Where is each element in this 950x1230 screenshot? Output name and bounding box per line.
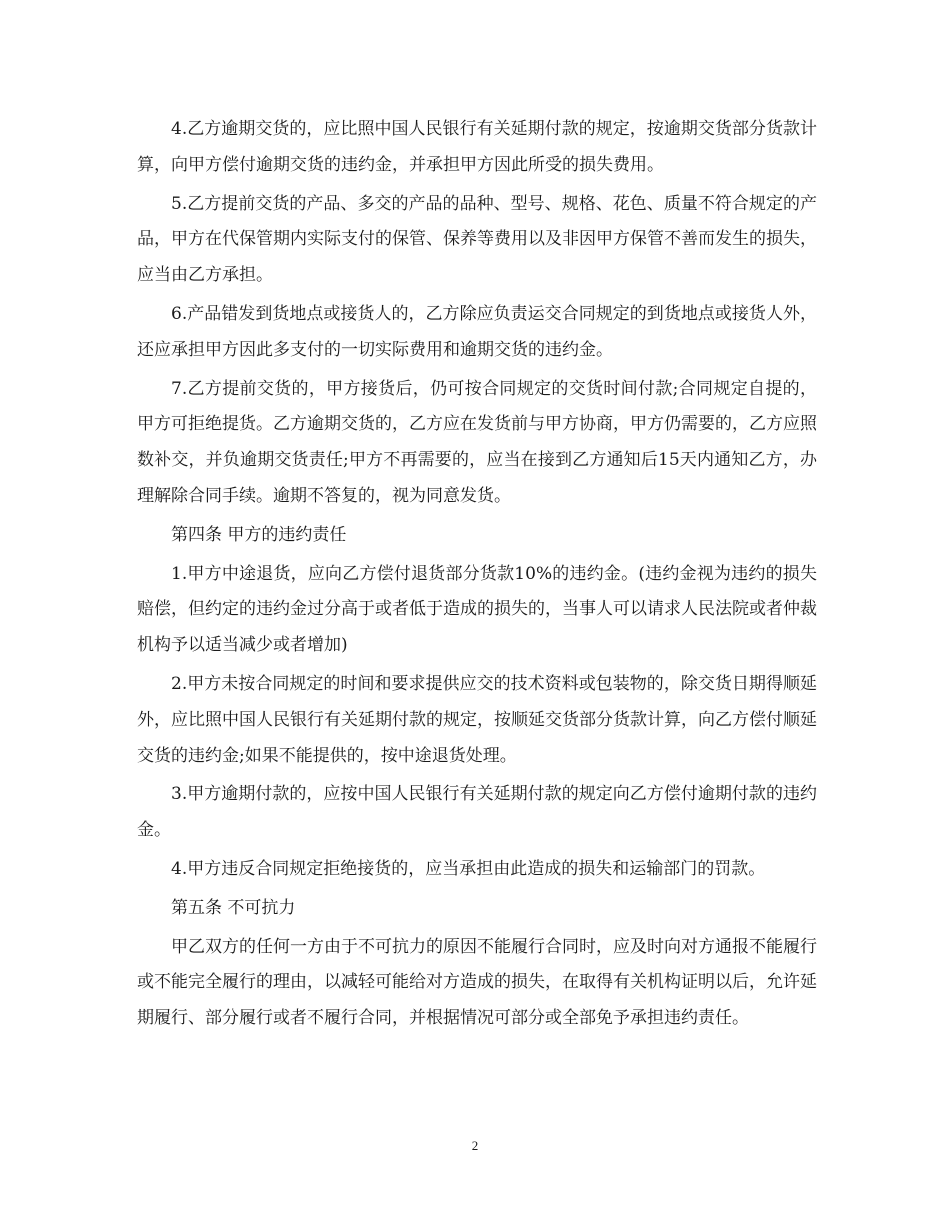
clause-paragraph: 2.甲方未按合同规定的时间和要求提供应交的技术资料或包装物的，除交货日期得顺延外，应比照中国人民银行有关延期付款的规定，按顺延交货部分货款计算，向乙方偿付顺延交货的违约金;如果不能提供的，按中途退货处理。 [137, 673, 817, 766]
article-heading: 第五条 不可抗力 [171, 897, 296, 918]
clause-paragraph: 1.甲方中途退货，应向乙方偿付退货部分货款10%的违约金。(违约金视为违约的损失赔偿，但约定的违约金过分高于或者低于造成的损失的，当事人可以请求人民法院或者仲裁机构予以适当减少或者增加) [137, 563, 817, 656]
document-body [137, 112, 817, 1040]
clause-paragraph: 4.乙方逾期交货的，应比照中国人民银行有关延期付款的规定，按逾期交货部分货款计算，向甲方偿付逾期交货的违约金，并承担甲方因此所受的损失费用。 [137, 119, 817, 175]
clause-paragraph: 4.甲方违反合同规定拒绝接货的，应当承担由此造成的损失和运输部门的罚款。 [171, 858, 766, 879]
article-heading: 第四条 甲方的违约责任 [171, 524, 347, 545]
clause-paragraph: 7.乙方提前交货的，甲方接货后，仍可按合同规定的交货时间付款;合同规定自提的，甲方可拒绝提货。乙方逾期交货的，乙方应在发货前与甲方协商，甲方仍需要的，乙方应照数补交，并负逾期交货责任;甲方不再需要的，应当在接到乙方通知后15天内通知乙方，办理解除合同手续。逾期不答复的，视为同意发货。 [137, 378, 817, 506]
clause-paragraph: 甲乙双方的任何一方由于不可抗力的原因不能履行合同时，应及时向对方通报不能履行或不能完全履行的理由，以减轻可能给对方造成的损失，在取得有关机构证明以后，允许延期履行、部分履行或者不履行合同，并根据情况可部分或全部免予承担违约责任。 [137, 936, 817, 1029]
page-number: 2 [471, 1138, 479, 1153]
clause-paragraph: 6.产品错发到货地点或接货人的，乙方除应负责运交合同规定的到货地点或接货人外，还应承担甲方因此多支付的一切实际费用和逾期交货的违约金。 [137, 303, 817, 360]
clause-paragraph: 5.乙方提前交货的产品、多交的产品的品种、型号、规格、花色、质量不符合规定的产品，甲方在代保管期内实际支付的保管、保养等费用以及非因甲方保管不善而发生的损失，应当由乙方承担。 [137, 193, 817, 286]
clause-paragraph: 3.甲方逾期付款的，应按中国人民银行有关延期付款的规定向乙方偿付逾期付款的违约金。 [137, 784, 817, 841]
